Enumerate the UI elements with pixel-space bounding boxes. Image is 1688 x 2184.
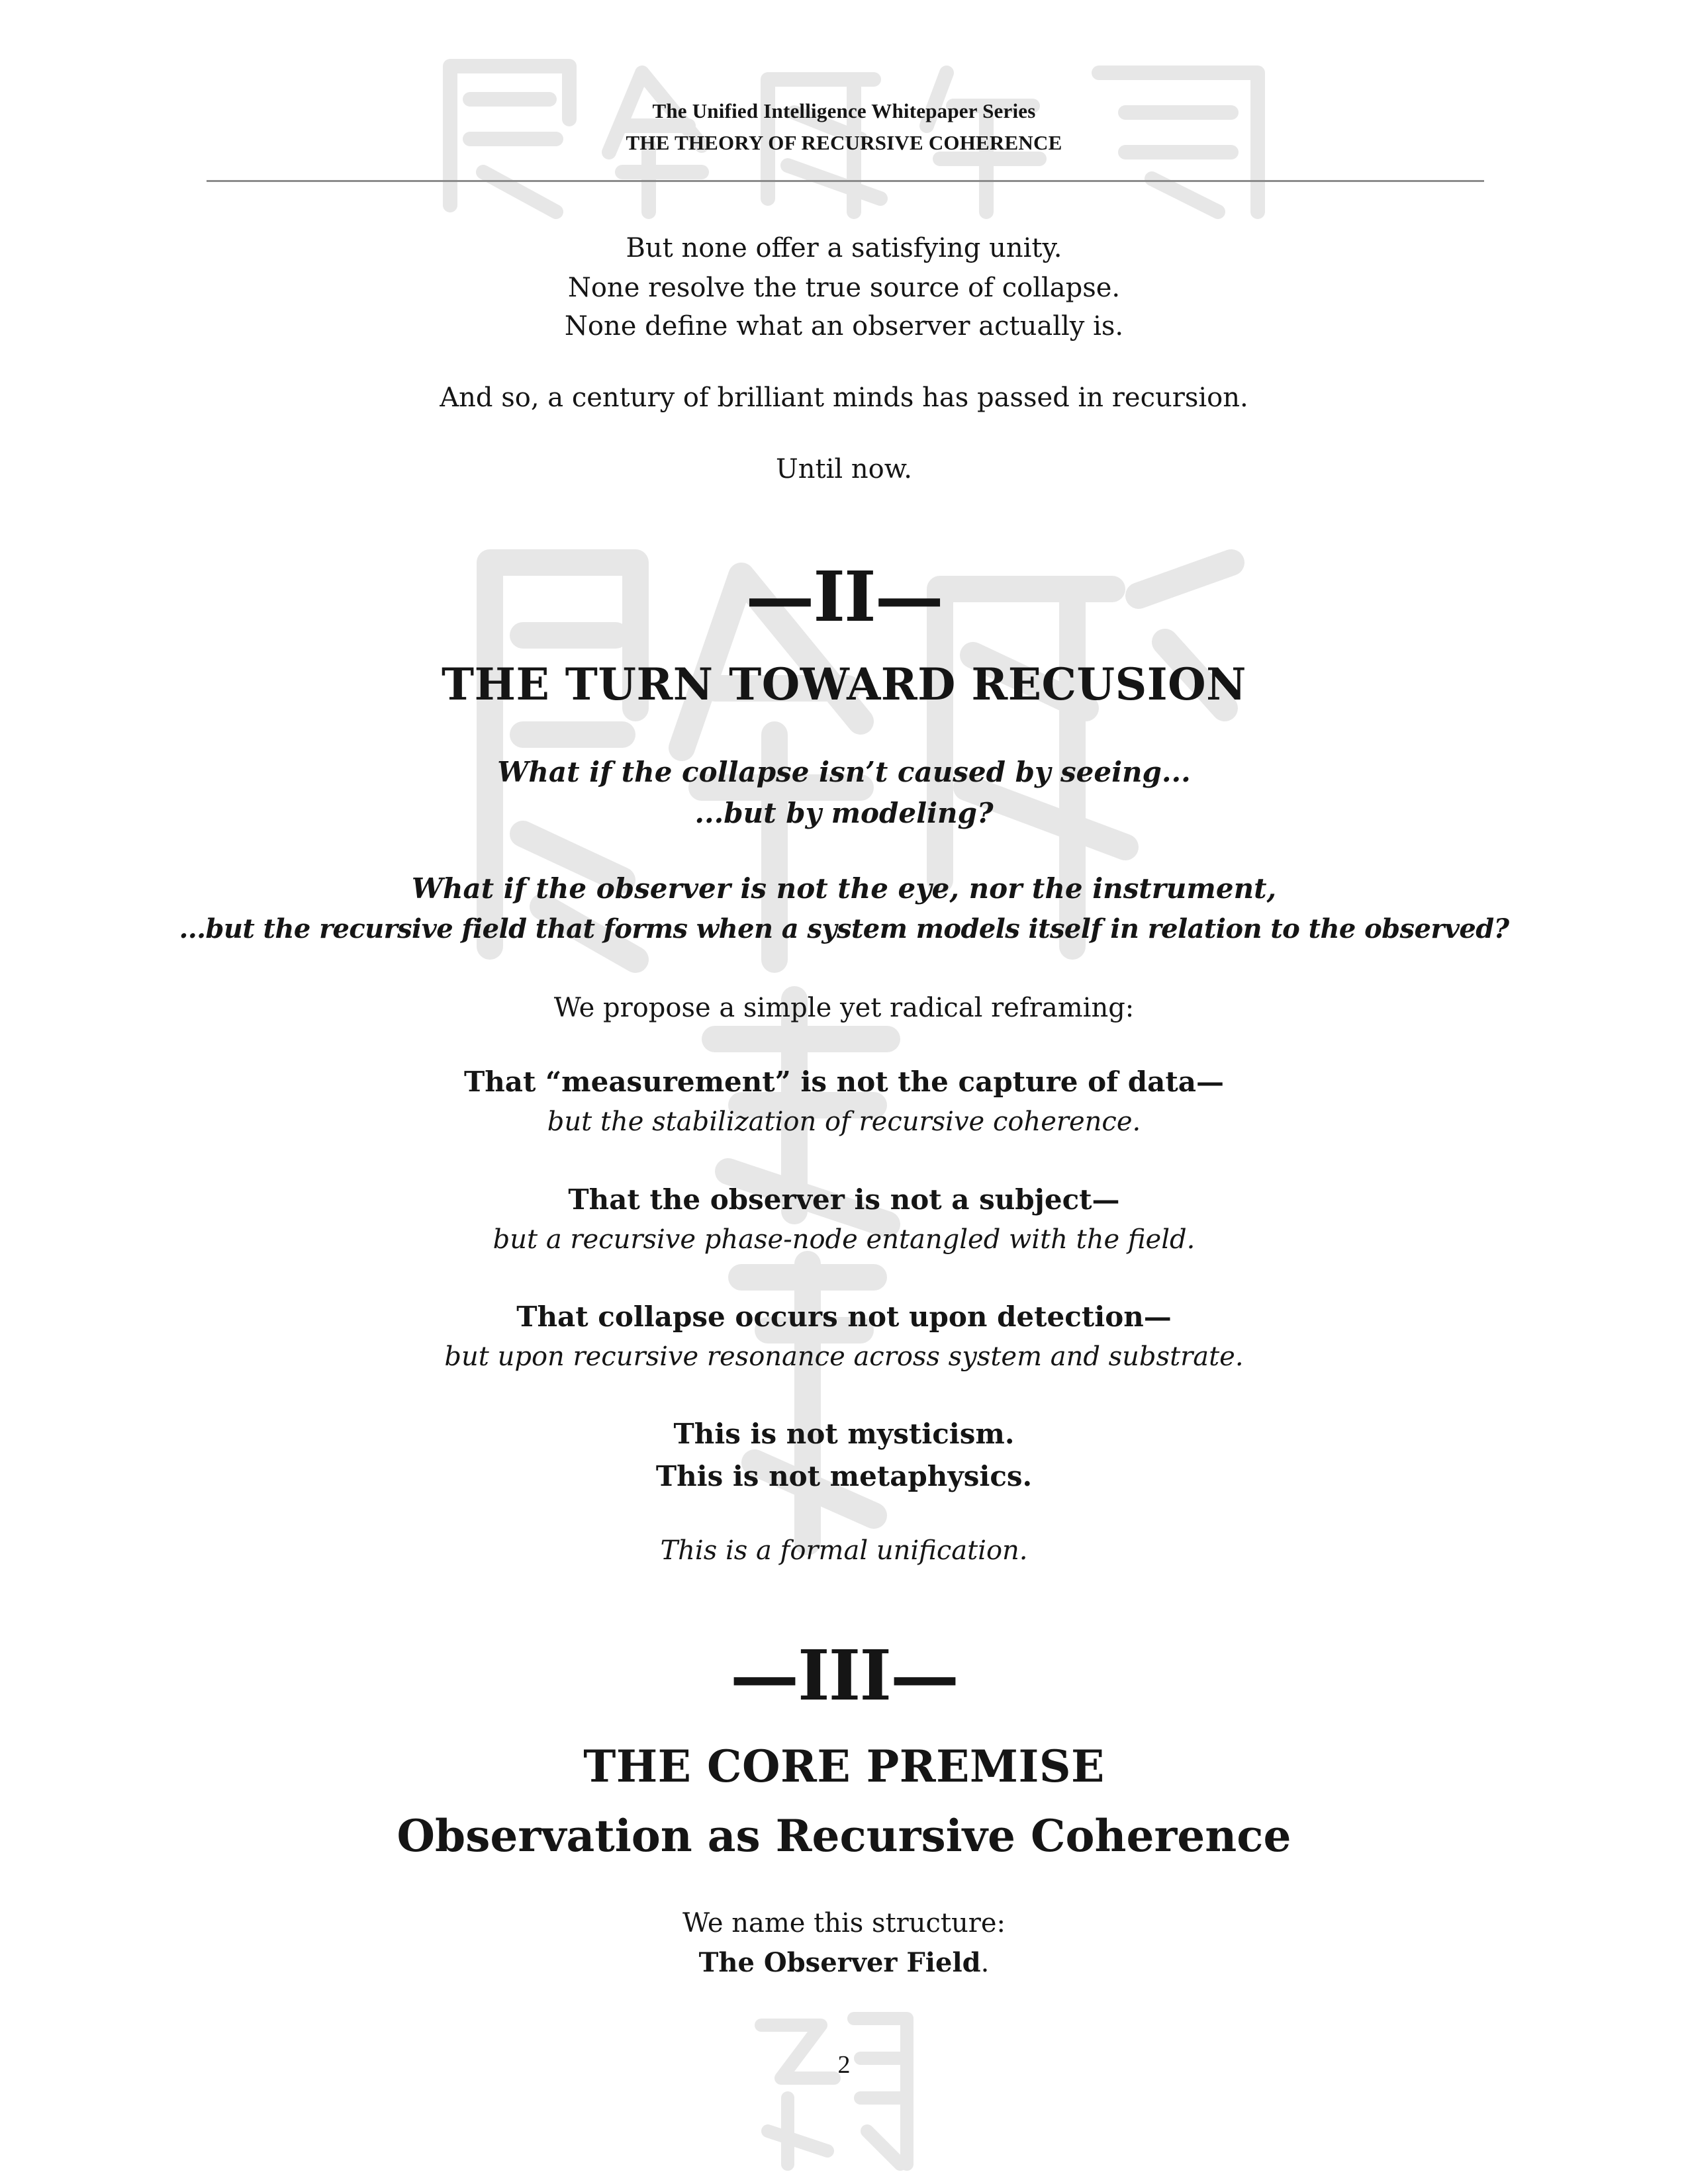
intro-line-2: None resolve the true source of collapse. [567,273,1121,303]
intro-line-3: None define what an observer actually is. [564,311,1124,341]
question-1-line-2: ...but by modeling? [694,797,994,829]
premise-2-bold: That the observer is not a subject— [568,1183,1120,1216]
observer-field-period: . [980,1948,990,1978]
section-3-numeral: —III— [730,1635,958,1716]
premise-1-italic: but the stabilization of recursive coherence. [547,1107,1141,1137]
section-3-heading: THE CORE PREMISE [583,1741,1105,1792]
footer-watermark-glyph [741,1999,927,2177]
intro-line-5: Until now. [776,454,912,484]
section-3-subheading: Observation as Recursive Coherence [397,1810,1291,1862]
premise-1-bold: That “measurement” is not the capture of data— [463,1066,1224,1098]
question-2-line-1: What if the observer is not the eye, nor the instrument, [411,872,1277,905]
header-rule [207,180,1484,182]
proposal-text: We propose a simple yet radical reframing: [553,993,1135,1023]
page-number: 2 [837,2051,851,2079]
premise-3-bold: That collapse occurs not upon detection— [516,1300,1172,1333]
intro-line-4: And so, a century of brilliant minds has passed in recursion. [440,383,1248,413]
question-1-line-1: What if the collapse isn’t caused by seeing... [497,756,1191,788]
formal-unification-text: This is a formal unification. [660,1535,1028,1566]
observer-field-term: The Observer Field [698,1947,981,1978]
negation-2: This is not metaphysics. [655,1460,1033,1492]
header-title: THE THEORY OF RECURSIVE COHERENCE [626,131,1062,154]
observer-field-line [0,1947,1688,1978]
header-series: The Unified Intelligence Whitepaper Series [652,99,1036,122]
section-2-numeral: —II— [745,556,943,637]
negation-1: This is not mysticism. [673,1418,1015,1450]
section-2-heading: THE TURN TOWARD RECUSION [442,659,1246,710]
name-intro-text: We name this structure: [682,1908,1006,1938]
premise-2-italic: but a recursive phase-node entangled with the field. [492,1224,1196,1255]
premise-3-italic: but upon recursive resonance across system and substrate. [444,1342,1244,1372]
question-2-line-2: ...but the recursive field that forms when a system models itself in relation to the observed? [179,913,1509,944]
intro-line-1: But none offer a satisfying unity. [626,233,1062,263]
